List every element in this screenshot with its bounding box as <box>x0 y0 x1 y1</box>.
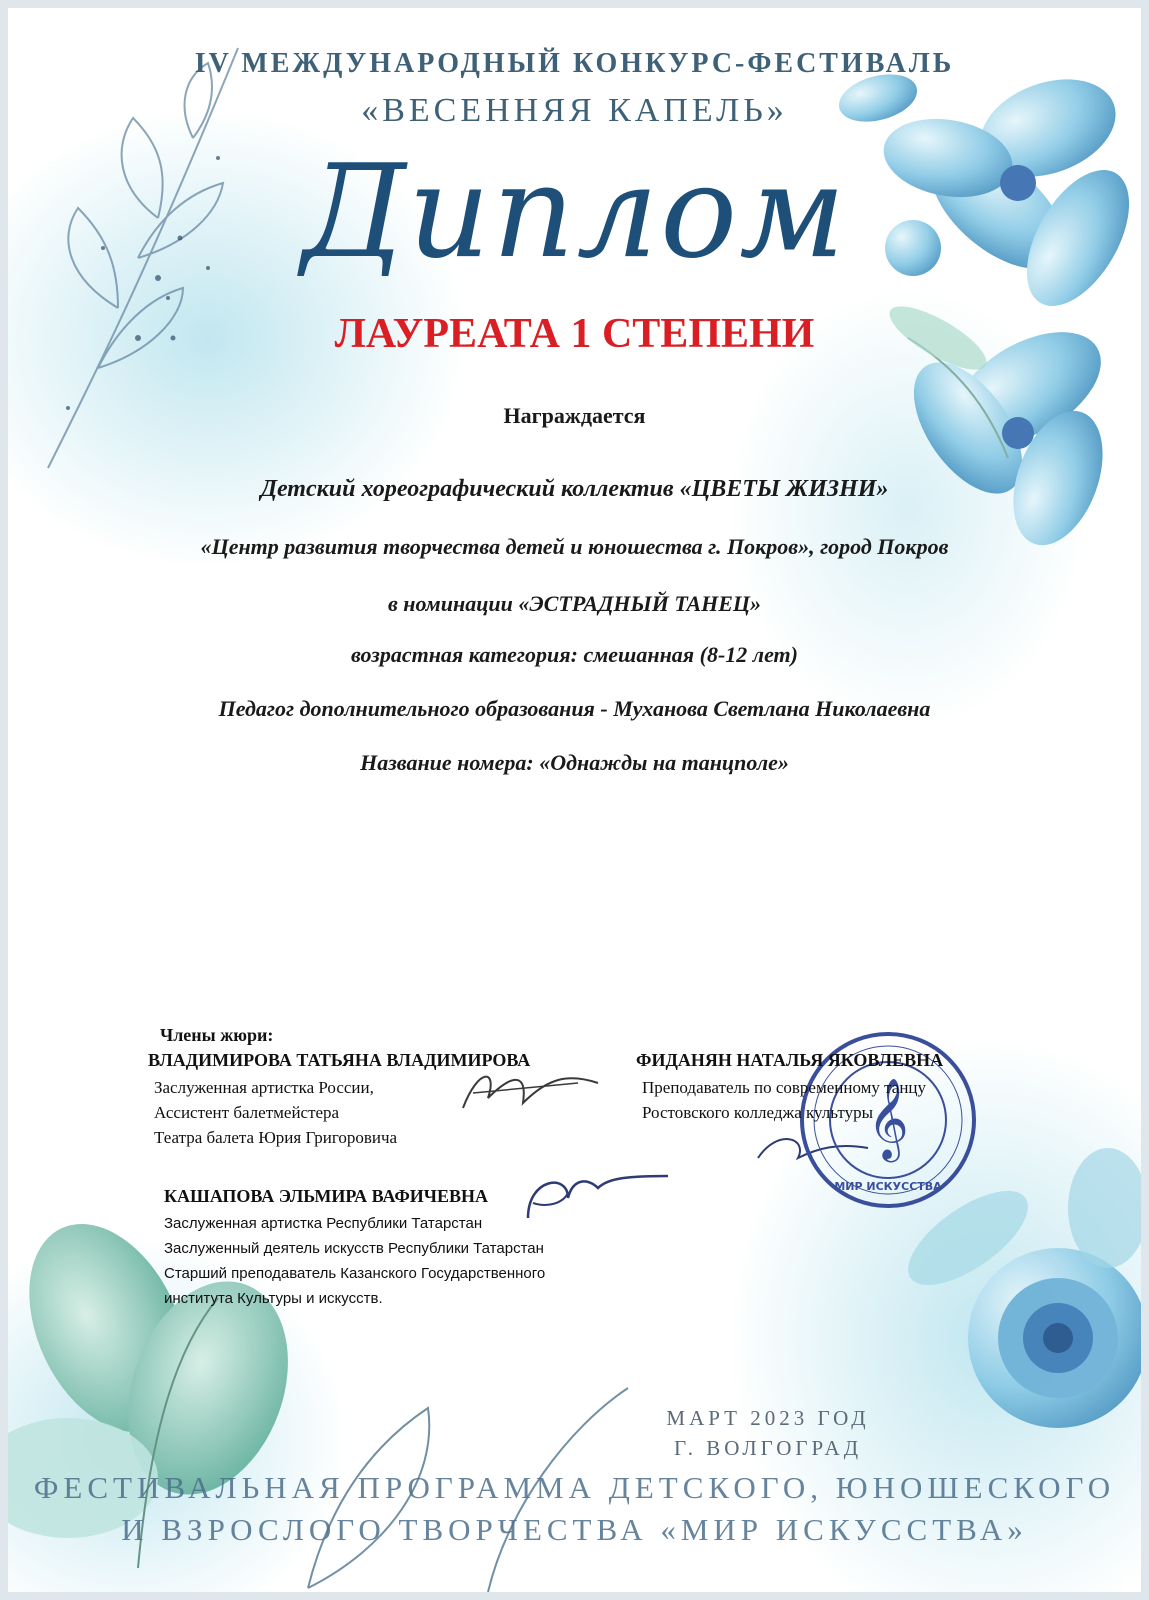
jury-member <box>148 1050 618 1150</box>
festival-title: IV МЕЖДУНАРОДНЫЙ КОНКУРС-ФЕСТИВАЛЬ <box>194 48 955 79</box>
diploma-heading: Диплом <box>301 138 848 287</box>
age-category: возрастная категория: смешанная (8-12 лет) <box>350 642 798 667</box>
nomination: в номинации «ЭСТРАДНЫЙ ТАНЕЦ» <box>387 591 762 616</box>
piece-title: Название номера: «Однажды на танцполе» <box>360 750 789 775</box>
jury-member-role: Заслуженная артистка Республики Татарстан <box>164 1215 483 1232</box>
collective-name: Детский хореографический коллектив «ЦВЕТЫ ЖИЗНИ» <box>260 476 889 502</box>
degree-title: ЛАУРЕАТА 1 СТЕПЕНИ <box>334 311 815 357</box>
festival-name: «ВЕСЕННЯЯ КАПЕЛЬ» <box>361 92 788 129</box>
jury-member-role: Театра балета Юрия Григоровича <box>154 1128 398 1147</box>
jury-member <box>636 1050 1056 1125</box>
jury-member-role: института Культуры и искусств. <box>164 1290 383 1307</box>
jury-member-name: КАШАПОВА ЭЛЬМИРА ВАФИЧЕВНА <box>164 1186 489 1206</box>
jury-member-role: Заслуженный деятель искусств Республики Татарстан <box>164 1240 544 1257</box>
jury-member-role: Преподаватель по современному танцу <box>642 1078 927 1097</box>
teacher: Педагог дополнительного образования - Муханова Светлана Николаевна <box>218 696 931 721</box>
jury-member <box>158 1186 638 1311</box>
diploma-sheet <box>8 8 1141 1592</box>
svg-text:МИР ИСКУССТВА: МИР ИСКУССТВА <box>834 1180 942 1193</box>
institution-name: «Центр развития творчества детей и юношества г. Покров», город Покров <box>200 534 949 559</box>
issue-date: МАРТ 2023 ГОД <box>666 1406 870 1430</box>
jury-member-name: ФИДАНЯН НАТАЛЬЯ ЯКОВЛЕВНА <box>636 1050 944 1070</box>
jury-title: Члены жюри: <box>160 1025 274 1045</box>
issue-city: Г. ВОЛГОГРАД <box>673 1436 863 1460</box>
jury-member-role: Ассистент балетмейстера <box>154 1103 340 1122</box>
jury-member-role: Заслуженная артистка России, <box>154 1078 374 1097</box>
jury-member-name: ВЛАДИМИРОВА ТАТЬЯНА ВЛАДИМИРОВА <box>148 1050 531 1070</box>
awarded-label: Награждается <box>503 403 646 428</box>
footer-line-2: И ВЗРОСЛОГО ТВОРЧЕСТВА «МИР ИСКУССТВА» <box>121 1512 1028 1547</box>
svg-text:𝄞: 𝄞 <box>867 1077 909 1159</box>
footer-line-1: ФЕСТИВАЛЬНАЯ ПРОГРАММА ДЕТСКОГО, ЮНОШЕСКОГО <box>33 1470 1116 1505</box>
jury-member-role: Старший преподаватель Казанского Государственного <box>164 1265 546 1282</box>
jury-member-role: Ростовского колледжа культуры <box>642 1103 874 1122</box>
